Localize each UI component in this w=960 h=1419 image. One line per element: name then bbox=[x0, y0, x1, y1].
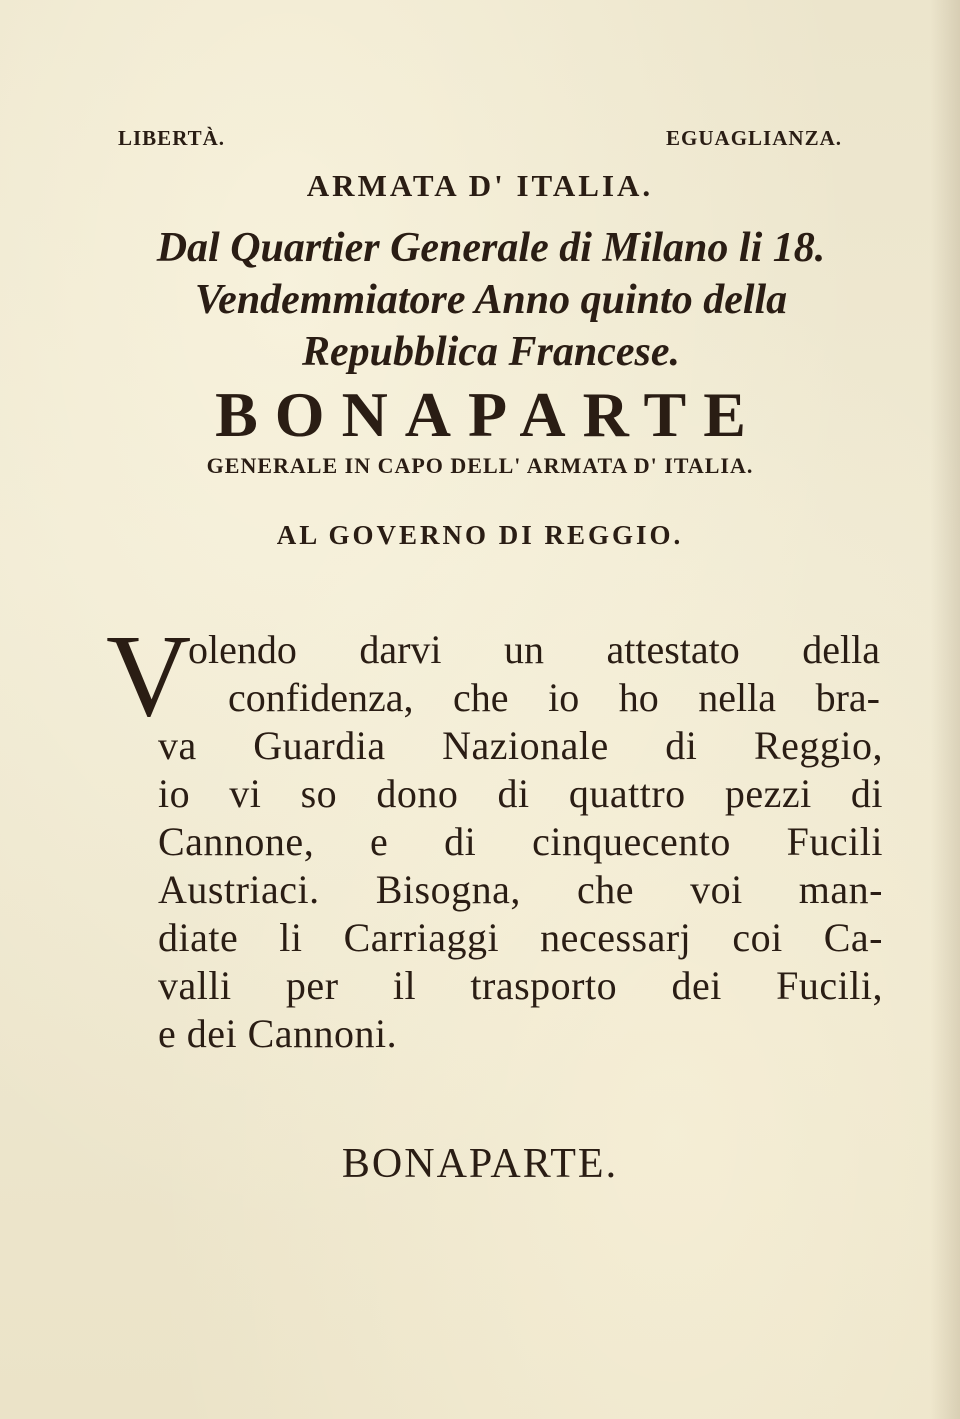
page-edge-shadow bbox=[930, 0, 960, 1419]
body-line: va Guardia Nazionale di Reggio, bbox=[158, 723, 883, 768]
dateline-line-2: Vendemmiatore Anno quinto della bbox=[194, 277, 788, 323]
motto-liberta: LIBERTÀ. bbox=[118, 126, 226, 150]
body-line-final: e dei Cannoni. bbox=[158, 1011, 398, 1056]
dateline-line-1: Dal Quartier Generale di Milano li 18. bbox=[156, 225, 826, 271]
body-line: Austriaci. Bisogna, che voi man- bbox=[158, 867, 883, 912]
body-line: diate li Carriaggi necessarj coi Ca- bbox=[158, 915, 883, 960]
body-text bbox=[158, 722, 883, 1058]
addressee: AL GOVERNO DI REGGIO. bbox=[276, 520, 684, 550]
dateline bbox=[96, 222, 886, 378]
body-line: confidenza, che io ho nella bra- bbox=[228, 675, 880, 720]
signature: BONAPARTE. bbox=[341, 1141, 619, 1187]
body-indented-lines bbox=[188, 626, 880, 722]
body-line: Cannone, e di cinquecento Fucili bbox=[158, 819, 883, 864]
drop-cap-letter: V bbox=[106, 610, 192, 741]
author-name-heading: BONAPARTE bbox=[215, 379, 763, 450]
body-line: olendo darvi un attestato della bbox=[188, 627, 880, 672]
army-title: ARMATA D' ITALIA. bbox=[306, 168, 654, 203]
dateline-line-3: Repubblica Francese. bbox=[302, 329, 680, 375]
body-line: valli per il trasporto dei Fucili, bbox=[158, 963, 883, 1008]
motto-row bbox=[118, 126, 842, 152]
body-line: io vi so dono di quattro pezzi di bbox=[158, 771, 883, 816]
motto-eguaglianza: EGUAGLIANZA. bbox=[666, 126, 842, 150]
author-title: GENERALE IN CAPO DELL' ARMATA D' ITALIA. bbox=[206, 453, 754, 478]
